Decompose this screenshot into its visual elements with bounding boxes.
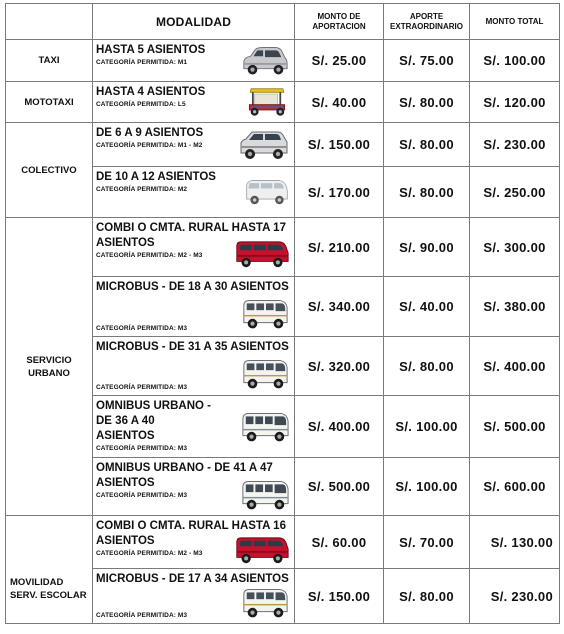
aporte-extraordinario: S/. 100.00 <box>384 458 470 516</box>
microbus-icon <box>240 357 290 391</box>
modality-name-line-1: OMNIBUS URBANO - DE 41 A 47 <box>96 462 273 474</box>
table-row <box>6 82 560 123</box>
header-aporte-extraordinario-line-2: EXTRAORDINARIO <box>390 21 463 31</box>
header-modalidad: MODALIDAD <box>93 4 295 40</box>
modality-name-line-1: COMBI O CMTA. RURAL HASTA 16 <box>96 520 286 532</box>
header-blank <box>6 4 93 40</box>
monto-total: S/. 400.00 <box>470 337 560 396</box>
aporte-extraordinario: S/. 80.00 <box>384 337 470 396</box>
red-combi-icon <box>234 238 290 270</box>
header-monto-aportacion <box>295 4 384 40</box>
modality-cell <box>93 82 295 123</box>
aporte-extraordinario: S/. 80.00 <box>384 82 470 123</box>
monto-total: S/. 250.00 <box>470 167 560 218</box>
table-row <box>6 40 560 82</box>
permitted-category: CATEGORÍA PERMITIDA: L5 <box>96 101 186 108</box>
permitted-category: CATEGORÍA PERMITIDA: M2 - M3 <box>96 252 203 259</box>
monto-total: S/. 130.00 <box>470 516 560 569</box>
monto-aportacion: S/. 150.00 <box>295 569 384 624</box>
permitted-category: CATEGORÍA PERMITIDA: M2 - M3 <box>96 550 203 557</box>
aporte-extraordinario: S/. 75.00 <box>384 40 470 82</box>
modality-name-line-1: COMBI O CMTA. RURAL HASTA 17 <box>96 222 286 234</box>
monto-aportacion: S/. 400.00 <box>295 396 384 458</box>
category-mototaxi: MOTOTAXI <box>6 82 93 123</box>
header-row <box>6 4 560 40</box>
modality-cell <box>93 396 295 458</box>
monto-aportacion: S/. 210.00 <box>295 218 384 277</box>
modality-cell <box>93 218 295 277</box>
monto-aportacion: S/. 170.00 <box>295 167 384 218</box>
modality-name: HASTA 4 ASIENTOS <box>96 86 206 98</box>
omnibus-icon <box>240 410 290 444</box>
monto-total: S/. 100.00 <box>470 40 560 82</box>
aporte-extraordinario: S/. 40.00 <box>384 277 470 337</box>
modality-name-line-2: ASIENTOS <box>96 535 155 547</box>
modality-name: MICROBUS - DE 17 A 34 ASIENTOS <box>96 573 289 585</box>
red-combi-icon <box>234 534 290 566</box>
modality-name-line-3: ASIENTOS <box>96 430 155 442</box>
modality-name-line-2: ASIENTOS <box>96 237 155 249</box>
header-aporte-extraordinario <box>384 4 470 40</box>
monto-aportacion: S/. 150.00 <box>295 123 384 167</box>
permitted-category: CATEGORÍA PERMITIDA: M1 <box>96 59 188 66</box>
monto-total: S/. 230.00 <box>470 569 560 624</box>
modality-name: DE 10 A 12 ASIENTOS <box>96 171 216 183</box>
aporte-extraordinario: S/. 80.00 <box>384 167 470 218</box>
modality-cell <box>93 40 295 82</box>
header-aporte-extraordinario-line-1: APORTE <box>409 11 444 21</box>
category-colectivo: COLECTIVO <box>6 123 93 218</box>
monto-total: S/. 300.00 <box>470 218 560 277</box>
monto-total: S/. 600.00 <box>470 458 560 516</box>
modality-name: MICROBUS - DE 31 A 35 ASIENTOS <box>96 341 289 353</box>
aporte-extraordinario: S/. 80.00 <box>384 123 470 167</box>
monto-aportacion: S/. 340.00 <box>295 277 384 337</box>
microbus-icon <box>240 297 290 331</box>
permitted-category: CATEGORÍA PERMITIDA: M3 <box>96 325 188 332</box>
modality-name: DE 6 A 9 ASIENTOS <box>96 127 204 139</box>
aporte-extraordinario: S/. 100.00 <box>384 396 470 458</box>
table-row <box>6 123 560 167</box>
monto-aportacion: S/. 500.00 <box>295 458 384 516</box>
omnibus-icon <box>240 478 290 512</box>
header-monto-aportacion-line-2: APORTACION <box>312 21 366 31</box>
permitted-category: CATEGORÍA PERMITIDA: M3 <box>96 384 188 391</box>
modality-name-line-2: ASIENTOS <box>96 477 155 489</box>
permitted-category: CATEGORÍA PERMITIDA: M2 <box>96 186 188 193</box>
category-servicio-urbano-line-1: SERVICIO <box>26 354 72 366</box>
category-taxi: TAXI <box>6 40 93 82</box>
permitted-category: CATEGORÍA PERMITIDA: M1 - M2 <box>96 142 203 149</box>
monto-aportacion: S/. 320.00 <box>295 337 384 396</box>
modality-cell <box>93 458 295 516</box>
permitted-category: CATEGORÍA PERMITIDA: M3 <box>96 492 188 499</box>
aporte-extraordinario: S/. 90.00 <box>384 218 470 277</box>
van-icon <box>244 175 290 209</box>
monto-aportacion: S/. 40.00 <box>295 82 384 123</box>
modality-cell <box>93 167 295 218</box>
category-servicio-urbano-line-2: URBANO <box>28 367 70 379</box>
microbus-icon <box>240 586 290 620</box>
monto-total: S/. 500.00 <box>470 396 560 458</box>
suv-icon <box>238 128 290 162</box>
modality-cell <box>93 123 295 167</box>
table-row <box>6 218 560 277</box>
monto-total: S/. 380.00 <box>470 277 560 337</box>
aporte-extraordinario: S/. 70.00 <box>384 516 470 569</box>
modality-name: MICROBUS - DE 18 A 30 ASIENTOS <box>96 281 289 293</box>
category-movilidad-line-1: MOVILIDAD <box>10 576 64 588</box>
header-monto-aportacion-line-1: MONTO DE <box>317 11 361 21</box>
modality-cell <box>93 337 295 396</box>
table-row <box>6 516 560 569</box>
hatchback-car-icon <box>240 44 290 78</box>
category-movilidad-line-2: SERV. ESCOLAR <box>10 589 87 601</box>
permitted-category: CATEGORÍA PERMITIDA: M3 <box>96 445 188 452</box>
modality-cell <box>93 277 295 337</box>
monto-aportacion: S/. 25.00 <box>295 40 384 82</box>
rates-table <box>5 3 560 624</box>
modality-name-line-2: DE 36 A 40 <box>96 415 155 427</box>
modality-cell <box>93 516 295 569</box>
aporte-extraordinario: S/. 80.00 <box>384 569 470 624</box>
modality-name: HASTA 5 ASIENTOS <box>96 44 206 56</box>
monto-total: S/. 230.00 <box>470 123 560 167</box>
header-monto-total: MONTO TOTAL <box>470 4 560 40</box>
mototaxi-icon <box>244 86 290 118</box>
category-movilidad <box>6 516 93 624</box>
category-servicio-urbano <box>6 218 93 516</box>
modality-name-line-1: OMNIBUS URBANO - <box>96 400 211 412</box>
monto-total: S/. 120.00 <box>470 82 560 123</box>
modality-cell <box>93 569 295 624</box>
monto-aportacion: S/. 60.00 <box>295 516 384 569</box>
permitted-category: CATEGORÍA PERMITIDA: M3 <box>96 612 188 619</box>
